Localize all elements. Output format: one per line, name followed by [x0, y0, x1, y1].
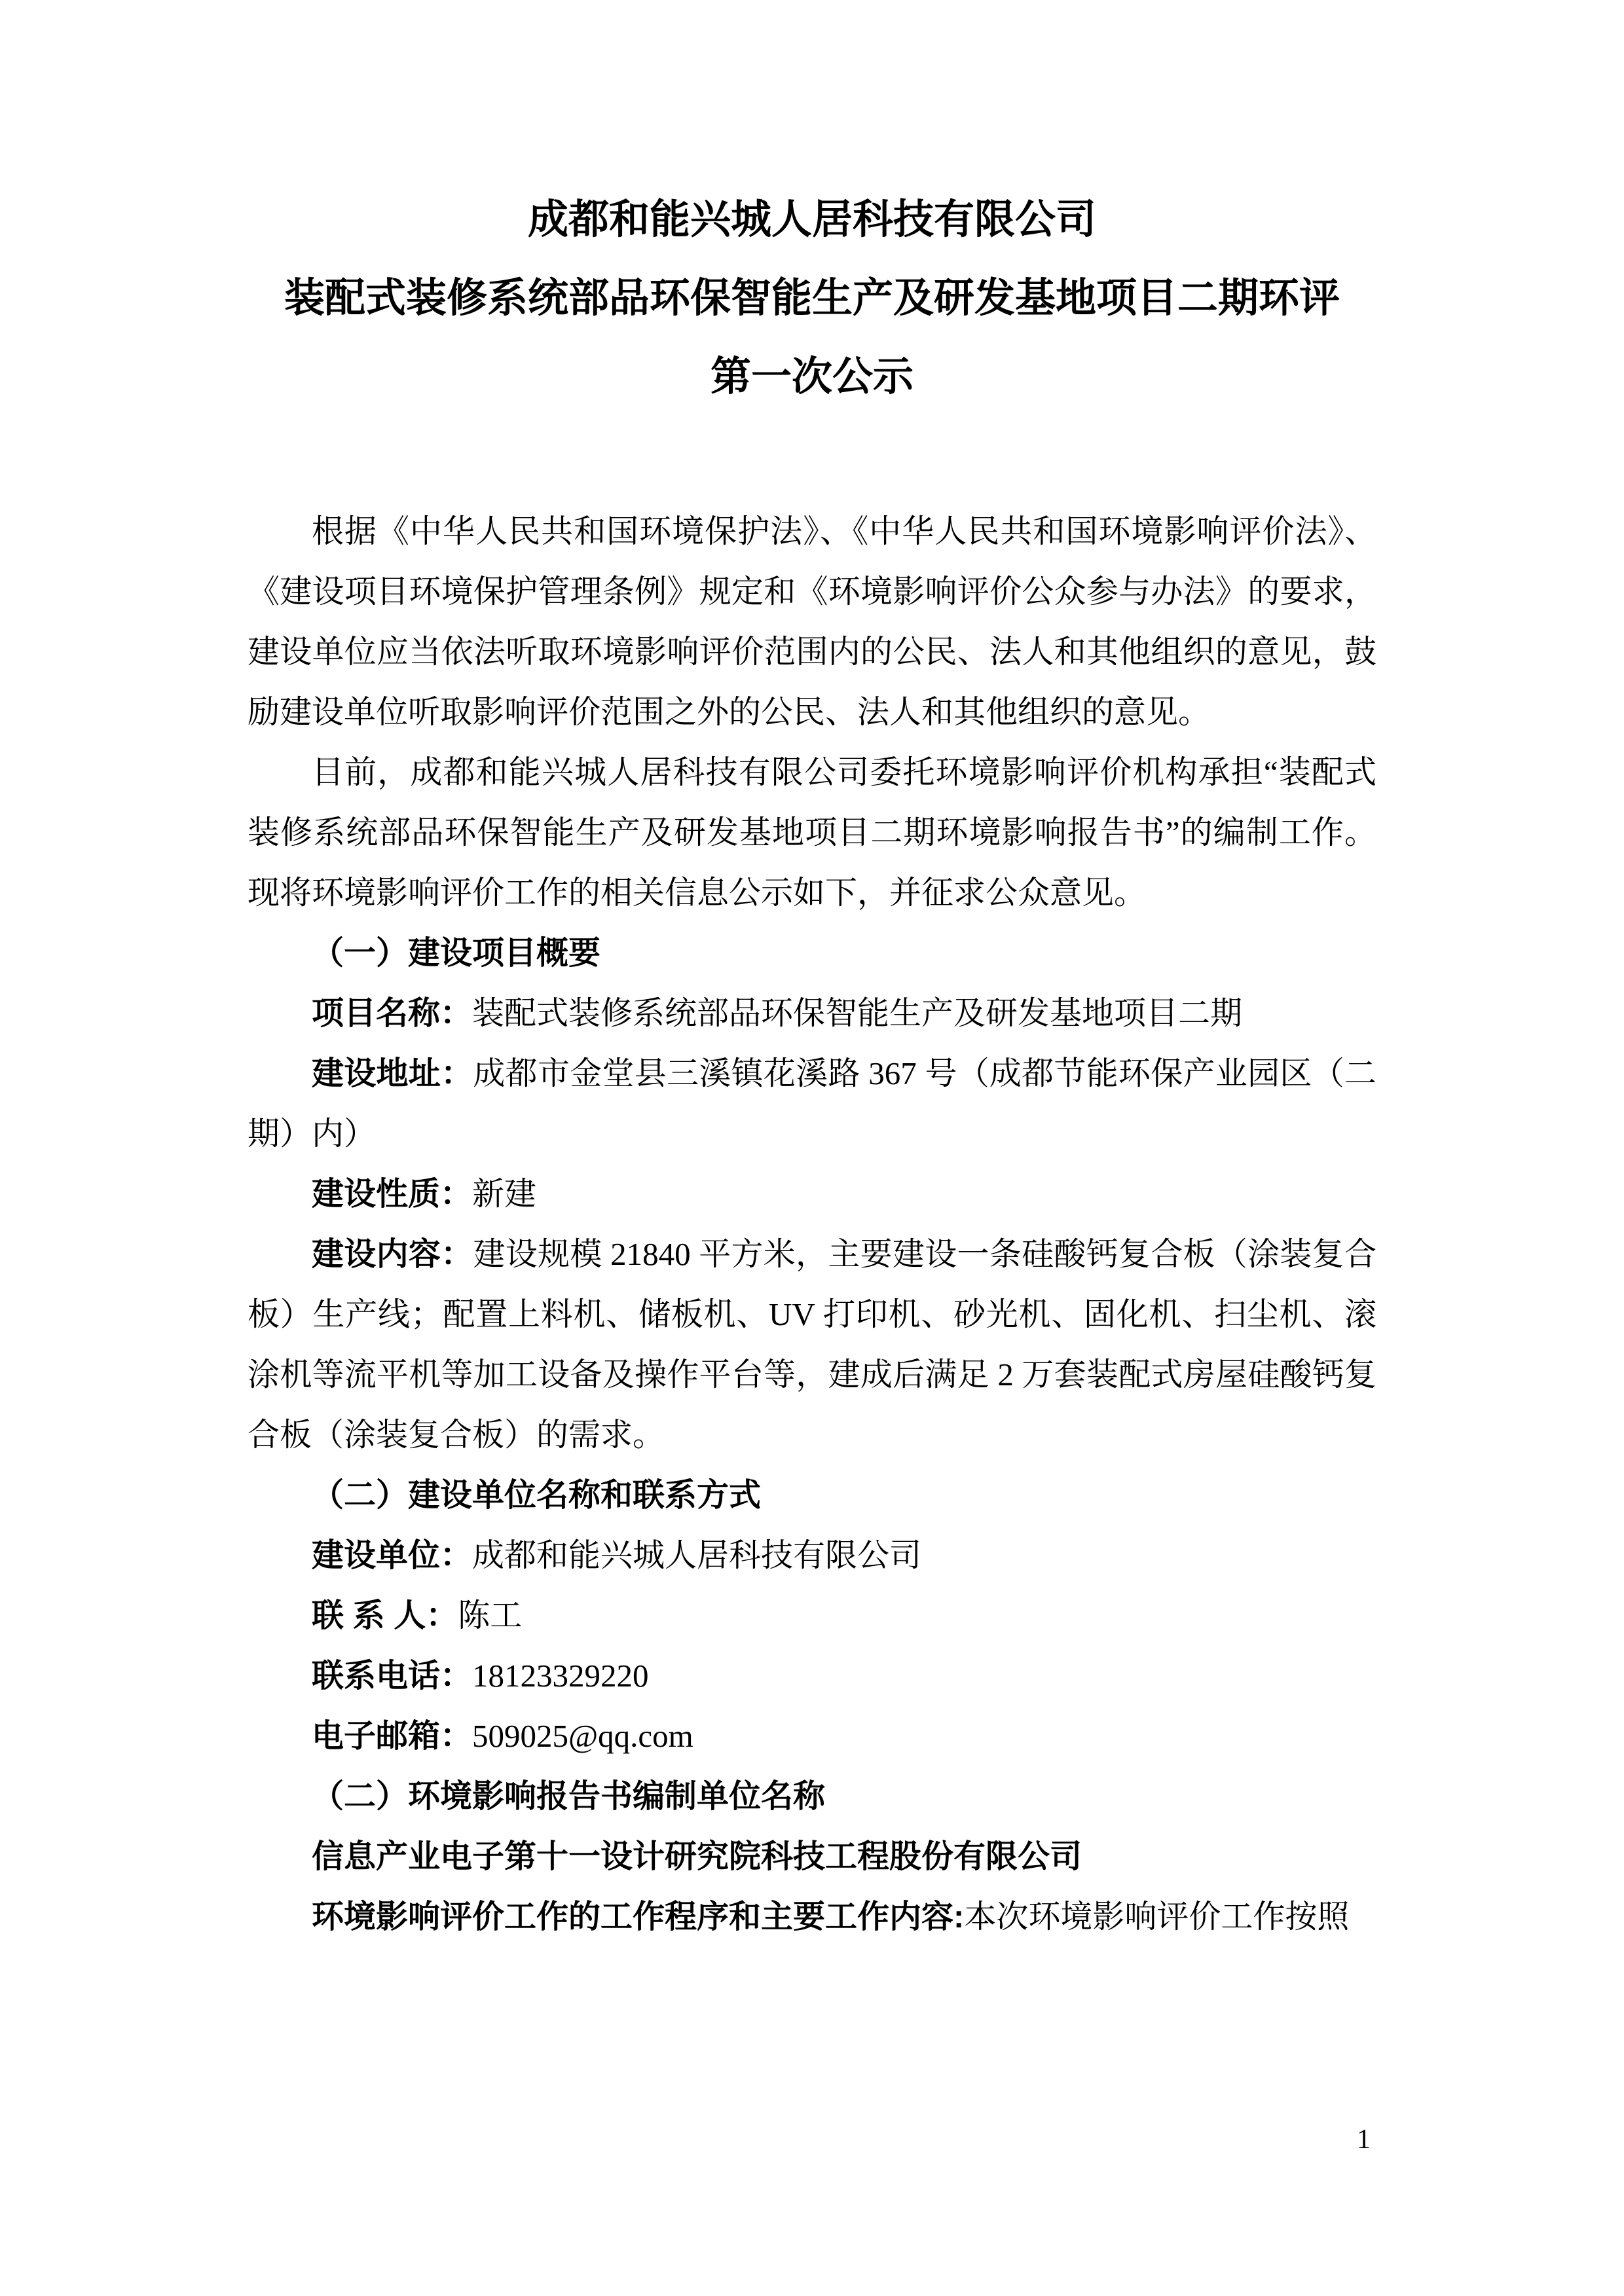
field-contact-email: [248, 1706, 1376, 1766]
field-contact-phone-label: 联系电话：: [312, 1658, 473, 1694]
paragraph-work-procedure: [248, 1887, 1376, 1947]
field-project-nature: [248, 1164, 1376, 1224]
field-contact-phone-value: 18123329220: [472, 1658, 649, 1694]
page-number: 1: [1357, 2124, 1371, 2155]
field-project-content-value: 建设规模 21840 平方米，主要建设一条硅酸钙复合板（涂装复合板）生产线；配置上料机、储板机、UV 打印机、砂光机、固化机、扫尘机、滚涂机等流平机等加工设备及操作平台等，建成后满足 2 万套装配式房屋硅酸钙复合板（涂装复合板）的需求。: [248, 1236, 1376, 1453]
paragraph-work-procedure-text: 本次环境影响评价工作按照: [964, 1899, 1350, 1935]
field-project-address: [248, 1044, 1376, 1164]
field-contact-person-value: 陈工: [458, 1597, 523, 1633]
field-project-name: [248, 983, 1376, 1044]
field-contact-phone: [248, 1646, 1376, 1706]
field-project-name-label: 项目名称：: [312, 996, 473, 1031]
field-project-address-value: 成都市金堂县三溪镇花溪路 367 号（成都节能环保产业园区（二期）内）: [248, 1055, 1376, 1152]
field-project-content-label: 建设内容：: [312, 1237, 473, 1272]
paragraph-eia-commission: 目前，成都和能兴城人居科技有限公司委托环境影响评价机构承担“装配式装修系统部品环保智能生产及研发基地项目二期环境影响报告书”的编制工作。现将环境影响评价工作的相关信息公示如下，并征求公众意见。: [248, 754, 1376, 911]
field-project-address-label: 建设地址：: [312, 1056, 473, 1091]
document-body: [248, 501, 1376, 1947]
doc-title-company: 成都和能兴城人居科技有限公司: [527, 197, 1096, 242]
field-contact-email-label: 电子邮箱：: [312, 1719, 473, 1754]
field-construction-unit: [248, 1525, 1376, 1586]
paragraph-work-procedure-label: 环境影响评价工作的工作程序和主要工作内容:: [312, 1899, 965, 1935]
field-contact-person: [248, 1586, 1376, 1646]
paragraph-legal-basis: 根据《中华人民共和国环境保护法》、《中华人民共和国环境影响评价法》、《建设项目环境保护管理条例》规定和《环境影响评价公众参与办法》的要求，建设单位应当依法听取环境影响评价范围内的公民、法人和其他组织的意见，鼓励建设单位听取影响评价范围之外的公民、法人和其他组织的意见。: [248, 513, 1376, 730]
field-construction-unit-label: 建设单位：: [312, 1538, 473, 1573]
field-project-nature-value: 新建: [472, 1176, 537, 1212]
field-project-nature-label: 建设性质：: [312, 1176, 473, 1212]
section-heading-contact-info: （二）建设单位名称和联系方式: [312, 1478, 762, 1513]
field-project-name-value: 装配式装修系统部品环保智能生产及研发基地项目二期: [472, 995, 1243, 1031]
title-block: [248, 181, 1376, 416]
doc-title-project: 装配式装修系统部品环保智能生产及研发基地项目二期环评: [284, 276, 1340, 321]
field-contact-email-value: 509025@qq.com: [472, 1718, 693, 1754]
section-heading-report-agency: （二）环境影响报告书编制单位名称: [312, 1779, 826, 1814]
field-project-content: [248, 1224, 1376, 1465]
section-heading-project-overview: （一）建设项目概要: [312, 936, 601, 971]
field-contact-person-label: 联 系 人：: [312, 1598, 458, 1633]
paragraph-agency-name: 信息产业电子第十一设计研究院科技工程股份有限公司: [312, 1839, 1082, 1874]
doc-title-notice: 第一次公示: [710, 354, 913, 399]
field-construction-unit-value: 成都和能兴城人居科技有限公司: [472, 1537, 922, 1573]
